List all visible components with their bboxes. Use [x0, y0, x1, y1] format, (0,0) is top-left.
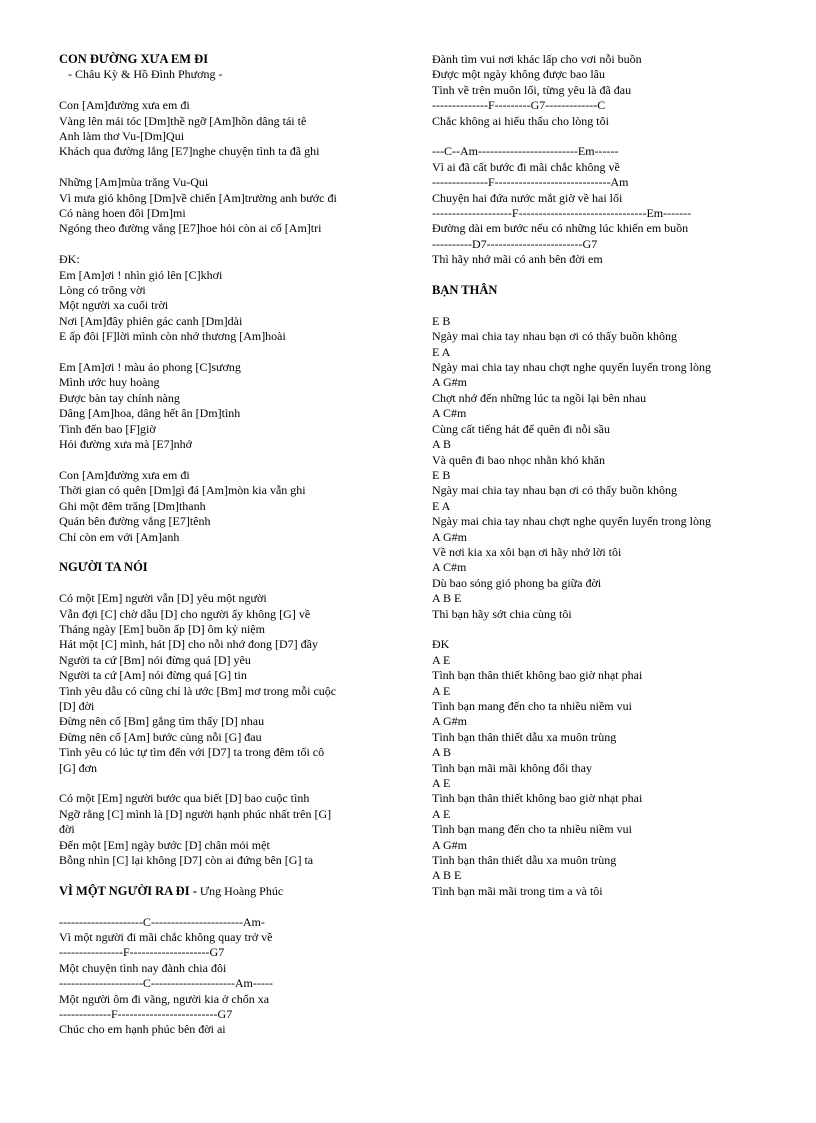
lyric-line: E B: [432, 313, 451, 328]
lyric-line: Tình bạn thân thiết không bao giờ nhạt phai: [432, 791, 643, 806]
lyric-line: Được bàn tay chính nàng: [59, 390, 180, 405]
lyric-line: [G] đơn: [59, 760, 98, 775]
lyric-line: E A: [432, 344, 451, 359]
lyric-line: ĐK: [432, 637, 450, 652]
song-title-ban-than: BẠN THÂN: [432, 283, 498, 298]
lyric-line: -------------F-------------------------G7: [59, 1007, 233, 1022]
lyric-line: Tình yêu có lúc tự tìm đến với [D7] ta trong đêm tối cô: [59, 745, 325, 760]
lyric-line: Và quên đi bao nhọc nhằn khó khăn: [432, 452, 605, 467]
lyric-line: Hỏi đường xưa mà [E7]nhớ: [59, 437, 193, 452]
lyric-line: Một chuyện tình nay đành chia đôi: [59, 960, 227, 975]
lyric-line: E A: [432, 498, 451, 513]
lyric-line: Tình bạn mang đến cho ta nhiều niềm vui: [432, 699, 632, 713]
lyric-line: Tình đến bao [F]giờ: [59, 421, 156, 436]
lyric-line: Có nàng hoen đôi [Dm]mi: [59, 206, 186, 221]
verse-1: [59, 591, 389, 776]
lyric-line: A E: [432, 776, 451, 791]
song-continuation-2: [432, 144, 772, 267]
lyric-line: A E: [432, 806, 451, 821]
lyric-line: A E: [432, 683, 451, 698]
right-column: [432, 52, 772, 899]
lyric-line: Đừng nên cố [Am] bước cùng nỗi [G] đau: [59, 729, 262, 744]
lyric-line: Ngày mai chia tay nhau chợt nghe quyến luyến trong lòng: [432, 514, 711, 529]
lyric-line: Đành tìm vui nơi khác lấp cho vơi nỗi buồn: [432, 52, 642, 66]
lyric-line: --------------F---------G7-------------C: [432, 98, 606, 113]
lyric-line: Một người ôm đi vãng, người kia ở chốn xa: [59, 991, 270, 1006]
lyric-line: Được một ngày không được bao lâu: [432, 67, 605, 82]
verse-2: [59, 791, 389, 868]
verse: [432, 314, 772, 622]
lyric-line: --------------F-----------------------------Am: [432, 175, 629, 190]
lyric-line: A B E: [432, 591, 462, 606]
song-title-nguoi-ta-noi: NGƯỜI TA NÓI: [59, 560, 148, 575]
lyric-line: đời: [59, 822, 75, 837]
lyric-line: Tình bạn thân thiết không bao giờ nhạt phai: [432, 668, 643, 683]
lyric-line: Chắc không ai hiểu thấu cho lòng tôi: [432, 113, 609, 128]
lyric-line: Nơi [Am]đây phiên gác canh [Dm]dài: [59, 313, 243, 328]
lyric-line: Những [Am]mùa trăng Vu-Qui: [59, 175, 209, 190]
lyric-line: A B E: [432, 868, 462, 883]
song-lines: [59, 915, 389, 1038]
lyric-line: Vẫn đợi [C] chờ dẫu [D] cho người ấy không [G] về: [59, 606, 311, 621]
lyric-line: A G#m: [432, 837, 468, 852]
lyric-line: Dâng [Am]hoa, dâng hết ân [Dm]tình: [59, 406, 241, 421]
lyric-line: Tình bạn thân thiết dẫu xa muôn trùng: [432, 729, 617, 744]
lyric-line: Tình bạn mãi mãi trong tim a và tôi: [432, 883, 603, 898]
lyric-line: Quán bên đường vắng [E7]tênh: [59, 514, 211, 529]
song-author: Ưng Hoàng Phúc: [196, 883, 284, 898]
lyric-line: ----------D7------------------------G7: [432, 236, 598, 251]
lyric-line: Chỉ còn em với [Am]anh: [59, 529, 180, 544]
lyric-line: Thì hãy nhớ mãi có anh bên đời em: [432, 252, 603, 267]
lyric-line: Ngày mai chia tay nhau bạn ơi có thấy buồn không: [432, 483, 677, 498]
chorus: [432, 637, 772, 899]
lyric-line: Đừng nên cố [Bm] gắng tìm thấy [D] nhau: [59, 714, 265, 729]
lyric-line: ---------------------C-----------------------Am-: [59, 914, 265, 929]
lyric-line: Ngày mai chia tay nhau chợt nghe quyến luyến trong lòng: [432, 360, 711, 375]
lyric-line: Chợt nhớ đến những lúc ta ngồi lại bên nhau: [432, 390, 647, 405]
lyric-line: Hát một [C] mình, hát [D] cho nỗi nhớ đong [D7] đầy: [59, 637, 318, 652]
lyric-line: Vàng lên mái tóc [Dm]thề ngỡ [Am]hồn dâng tái tê: [59, 113, 307, 128]
lyric-line: Lòng có trông vời: [59, 283, 146, 298]
lyric-line: A C#m: [432, 406, 467, 421]
lyric-line: Người ta cứ [Bm] nói đừng quá [D] yêu: [59, 652, 251, 667]
song-title-vi-mot-nguoi-ra-di: VÌ MỘT NGƯỜI RA ĐI -: [59, 883, 197, 898]
lyric-line: Thì bạn hãy sớt chia cùng tôi: [432, 606, 572, 621]
lyric-line: Có một [Em] người vẫn [D] yêu một người: [59, 591, 267, 606]
lyric-line: Chúc cho em hạnh phúc bên đời ai: [59, 1022, 226, 1037]
lyric-line: ---C--Am-------------------------Em------: [432, 144, 619, 159]
lyric-line: E ấp đôi [F]lời mình còn nhớ thương [Am]hoài: [59, 329, 286, 344]
lyric-line: A G#m: [432, 375, 468, 390]
song-continuation: [432, 52, 772, 129]
lyric-line: Con [Am]đường xưa em đi: [59, 467, 190, 482]
lyric-line: Tình bạn thân thiết dẫu xa muôn trùng: [432, 853, 617, 868]
lyric-line: Ghi một đêm trăng [Dm]thanh: [59, 498, 206, 513]
lyric-line: Anh làm thơ Vu-[Dm]Qui: [59, 129, 185, 144]
song-title-con-duong-xua-em-di: CON ĐƯỜNG XƯA EM ĐI: [59, 52, 209, 66]
lyric-line: Vì một người đi mãi chắc không quay trở về: [59, 930, 273, 944]
lyric-line: Cùng cất tiếng hát để quên đi nỗi sầu: [432, 421, 610, 436]
lyric-line: Ngỡ rằng [C] mình là [D] người hạnh phúc nhất trên [G]: [59, 806, 332, 821]
lyric-line: Mình ước huy hoàng: [59, 375, 160, 390]
verse-3: [59, 468, 389, 545]
lyric-line: Em [Am]ơi ! nhìn gió lên [C]khơi: [59, 267, 223, 282]
lyric-line: A G#m: [432, 714, 468, 729]
lyric-line: A E: [432, 652, 451, 667]
lyric-line: A B: [432, 745, 452, 760]
chorus-1: [59, 252, 389, 344]
lyric-line: Có một [Em] người bước qua biết [D] bao cuộc tình: [59, 791, 310, 806]
lyric-line: ĐK:: [59, 252, 80, 267]
lyric-line: Vì ai đã cất bước đi mãi chắc không về: [432, 159, 620, 174]
lyric-line: Tháng ngày [Em] buồn ấp [D] ôm kỷ niệm: [59, 621, 265, 636]
verse-2: [59, 175, 389, 237]
lyric-line: Ngóng theo đường vắng [E7]hoe hỏi còn ai cố [Am]tri: [59, 221, 322, 236]
lyric-line: Đến một [Em] ngày bước [D] chân mỏi mệt: [59, 837, 270, 852]
lyric-line: Tình về trên muôn lối, từng yêu là đã đau: [432, 82, 632, 97]
lyric-line: Một người xa cuối trời: [59, 298, 169, 313]
lyric-line: A C#m: [432, 560, 467, 575]
left-column: [59, 52, 389, 1038]
lyric-line: ---------------------C---------------------Am-----: [59, 976, 273, 991]
lyric-line: Tình bạn mãi mãi không đổi thay: [432, 760, 592, 775]
lyric-line: Dù bao sóng gió phong ba giữa đời: [432, 575, 602, 590]
song-author: - Châu Kỳ & Hồ Đình Phương -: [59, 67, 223, 82]
lyric-line: [D] đời: [59, 698, 95, 713]
lyric-line: Đường dài em bước nếu có những lúc khiến em buồn: [432, 221, 689, 236]
lyric-line: Ngày mai chia tay nhau bạn ơi có thấy buồn không: [432, 329, 677, 344]
lyric-line: Vì mưa gió không [Dm]về chiến [Am]trường anh bước đi: [59, 190, 337, 205]
lyric-line: Em [Am]ơi ! màu áo phong [C]sương: [59, 360, 241, 375]
lyric-line: Tình bạn mang đến cho ta nhiều niềm vui: [432, 822, 632, 837]
lyric-line: Người ta cứ [Am] nói đừng quá [G] tin: [59, 668, 247, 683]
lyric-line: Khách qua đường lắng [E7]nghe chuyện tình ta đã ghi: [59, 144, 320, 159]
chorus-2: [59, 360, 389, 452]
lyric-line: Bỗng nhìn [C] lại không [D7] còn ai đứng bên [G] ta: [59, 853, 314, 867]
lyric-line: Về nơi kia xa xôi bạn ơi hãy nhớ lời tôi: [432, 544, 622, 559]
lyric-line: Tình yêu dẫu có cũng chỉ là ước [Bm] mơ trong mỗi cuộc: [59, 683, 337, 698]
song-title-line: [59, 884, 389, 899]
lyric-line: Thời gian có quên [Dm]gì đá [Am]mòn kia vẫn ghi: [59, 483, 306, 498]
lyric-line: A G#m: [432, 529, 468, 544]
verse-1: [59, 98, 389, 160]
lyric-line: A B: [432, 437, 452, 452]
lyric-line: --------------------F--------------------------------Em-------: [432, 206, 692, 221]
lyric-line: Chuyện hai đứa nước mắt giờ về hai lối: [432, 190, 623, 205]
lyric-line: Con [Am]đường xưa em đi: [59, 98, 190, 113]
lyric-line: ----------------F--------------------G7: [59, 945, 225, 960]
lyric-line: E B: [432, 467, 451, 482]
